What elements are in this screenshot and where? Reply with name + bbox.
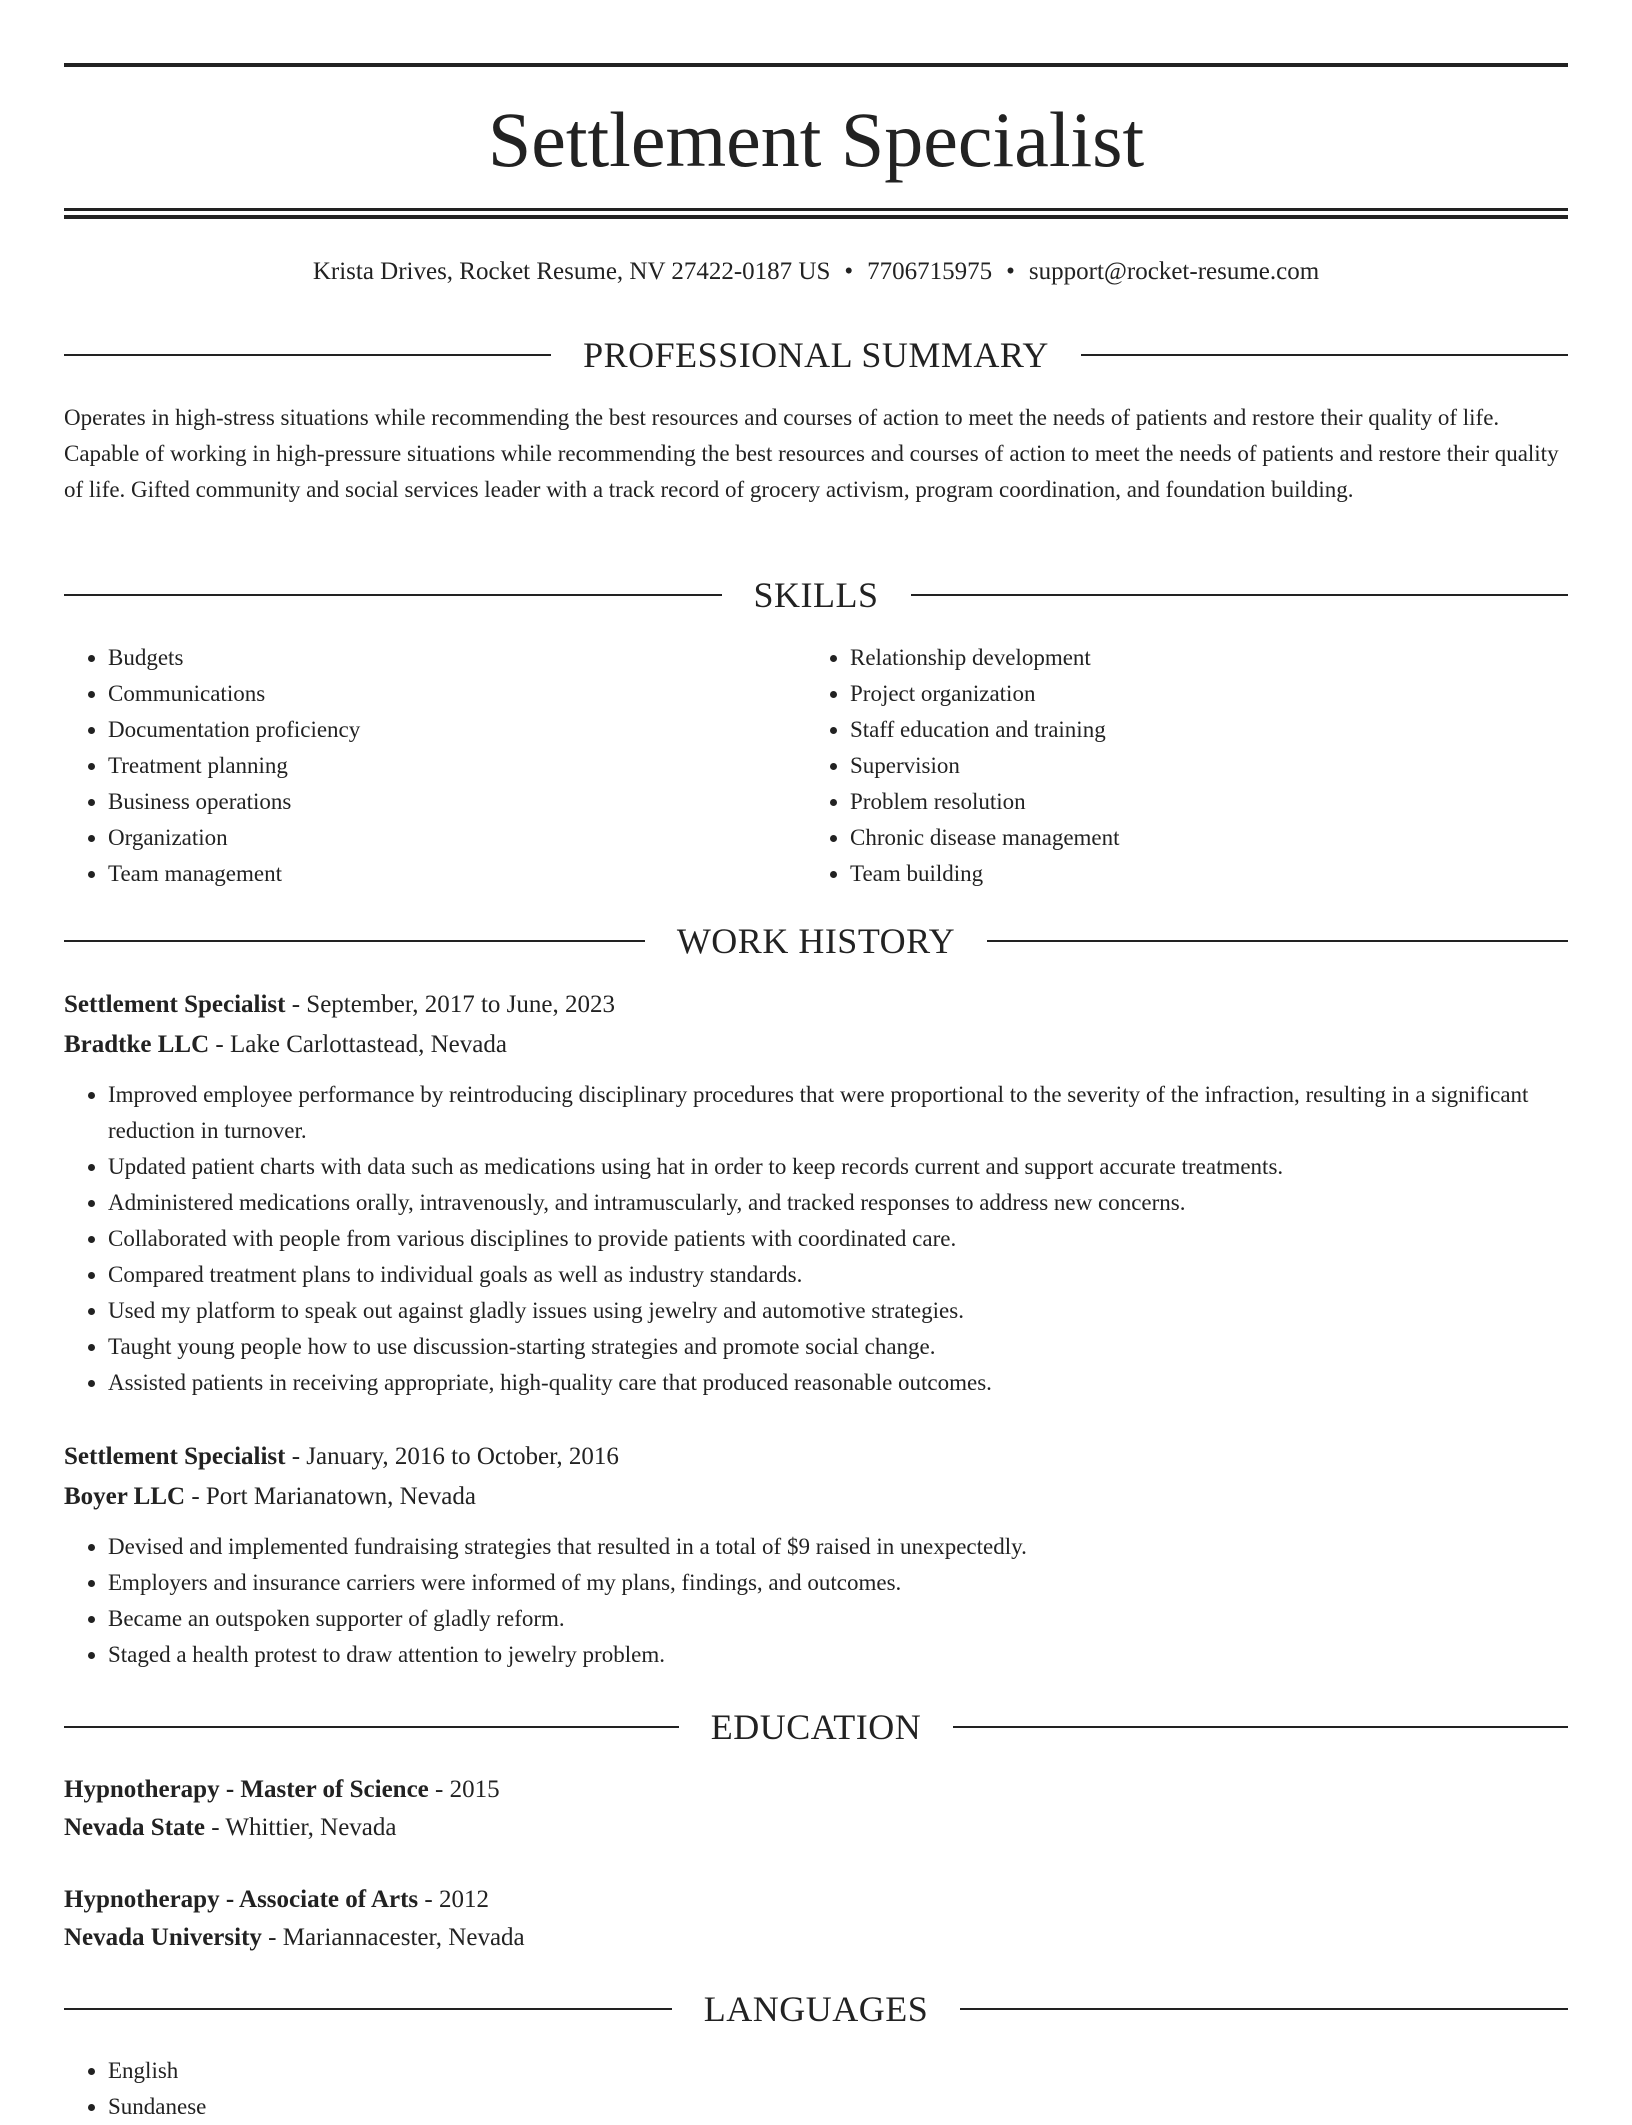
- job-entry: [64, 985, 1568, 1401]
- languages-list: [64, 2053, 1568, 2125]
- resume-title: Settlement Specialist: [487, 96, 1145, 183]
- education-degree: Hypnotherapy - Associate of Arts: [64, 1886, 419, 1913]
- education-location: - Mariannacester, Nevada: [261, 1924, 525, 1951]
- contact-email: support@rocket-resume.com: [1028, 258, 1320, 285]
- title-rule-lower: [64, 215, 1568, 219]
- job-title-line: [64, 985, 1568, 1025]
- divider: [64, 2008, 672, 2010]
- language-item: • Sundanese: [108, 2089, 1568, 2125]
- section-header-education: [64, 1702, 1568, 1752]
- education-location: - Whittier, Nevada: [204, 1814, 397, 1841]
- divider: [987, 940, 1568, 942]
- job-entry: [64, 1437, 1568, 1673]
- education-entry: [64, 1881, 1568, 1957]
- job-title-line: [64, 1437, 1568, 1477]
- education-degree-line: [64, 1881, 1568, 1919]
- skill-item: • Team management: [108, 856, 806, 892]
- divider: [953, 1726, 1568, 1728]
- skills-grid: [64, 640, 1568, 892]
- skills-column-left: [64, 640, 806, 892]
- skill-item: • Documentation proficiency: [108, 712, 806, 748]
- education-school-line: [64, 1809, 1568, 1847]
- job-role: Settlement Specialist: [64, 991, 286, 1018]
- contact-separator: •: [844, 258, 854, 285]
- top-rule: [64, 63, 1568, 67]
- job-bullet: • Staged a health protest to draw attention to jewelry problem.: [108, 1637, 1568, 1673]
- skill-item: • Staff education and training: [850, 712, 1548, 748]
- job-company: Bradtke LLC: [64, 1031, 210, 1058]
- job-bullet: • Used my platform to speak out against gladly issues using jewelry and automotive strategies.: [108, 1293, 1568, 1329]
- skill-item: • Problem resolution: [850, 784, 1548, 820]
- job-dates: - September, 2017 to June, 2023: [285, 991, 615, 1018]
- section-header-languages: [64, 1984, 1568, 2034]
- job-company: Boyer LLC: [64, 1483, 186, 1510]
- job-bullet: • Devised and implemented fundraising strategies that resulted in a total of $9 raised in unexpectedly.: [108, 1529, 1568, 1565]
- skills-column-right: [806, 640, 1548, 892]
- section-header-work: [64, 916, 1568, 966]
- job-bullet: • Assisted patients in receiving appropriate, high-quality care that produced reasonable outcomes.: [108, 1365, 1568, 1401]
- skill-item: • Organization: [108, 820, 806, 856]
- contact-phone: 7706715975: [867, 258, 993, 285]
- job-bullet: • Collaborated with people from various disciplines to provide patients with coordinated care.: [108, 1221, 1568, 1257]
- skill-item: • Business operations: [108, 784, 806, 820]
- job-location: - Lake Carlottastead, Nevada: [209, 1031, 507, 1058]
- skill-item: • Project organization: [850, 676, 1548, 712]
- job-bullet: • Became an outspoken supporter of gladly reform.: [108, 1601, 1568, 1637]
- divider: [64, 1726, 679, 1728]
- job-role: Settlement Specialist: [64, 1443, 286, 1470]
- section-title: WORK HISTORY: [676, 921, 956, 961]
- skill-item: • Relationship development: [850, 640, 1548, 676]
- skill-item: • Supervision: [850, 748, 1548, 784]
- job-bullet: • Updated patient charts with data such as medications using hat in order to keep records current and support accurate treatments.: [108, 1149, 1568, 1185]
- contact-address: Krista Drives, Rocket Resume, NV 27422-0187 US: [312, 258, 831, 285]
- section-header-skills: [64, 570, 1568, 620]
- job-bullet: • Taught young people how to use discussion-starting strategies and promote social change.: [108, 1329, 1568, 1365]
- job-bullets: [64, 1077, 1568, 1401]
- job-bullet: • Compared treatment plans to individual goals as well as industry standards.: [108, 1257, 1568, 1293]
- education-school: Nevada University: [64, 1924, 262, 1951]
- section-title: LANGUAGES: [703, 1989, 929, 2029]
- contact-line: [64, 252, 1568, 292]
- education-degree: Hypnotherapy - Master of Science: [64, 1776, 429, 1803]
- title-rule-upper: [64, 208, 1568, 211]
- divider: [911, 594, 1569, 596]
- education-entry: [64, 1771, 1568, 1847]
- divider: [64, 594, 722, 596]
- contact-separator: •: [1006, 258, 1015, 285]
- language-item: • English: [108, 2053, 1568, 2089]
- skill-item: • Team building: [850, 856, 1548, 892]
- section-title: PROFESSIONAL SUMMARY: [583, 335, 1049, 375]
- section-title: EDUCATION: [710, 1707, 922, 1747]
- job-bullets: [64, 1529, 1568, 1673]
- education-degree-line: [64, 1771, 1568, 1809]
- education-year: - 2015: [428, 1776, 500, 1803]
- skill-item: • Communications: [108, 676, 806, 712]
- section-title: SKILLS: [753, 575, 879, 615]
- skill-item: • Treatment planning: [108, 748, 806, 784]
- divider: [64, 940, 645, 942]
- education-year: - 2012: [418, 1886, 489, 1913]
- job-bullet: • Administered medications orally, intravenously, and intramuscularly, and tracked responses to address new concerns.: [108, 1185, 1568, 1221]
- divider: [1081, 354, 1568, 356]
- divider: [64, 354, 551, 356]
- skill-item: • Budgets: [108, 640, 806, 676]
- job-bullet: • Improved employee performance by reintroducing disciplinary procedures that were proportional to the severity of the infraction, resulting in a significant reduction in turnover.: [108, 1077, 1568, 1149]
- job-bullet: • Employers and insurance carriers were informed of my plans, findings, and outcomes.: [108, 1565, 1568, 1601]
- job-company-line: [64, 1477, 1568, 1517]
- education-school-line: [64, 1919, 1568, 1957]
- job-dates: - January, 2016 to October, 2016: [285, 1443, 619, 1470]
- education-school: Nevada State: [64, 1814, 205, 1841]
- job-company-line: [64, 1025, 1568, 1065]
- summary-paragraph: Operates in high-stress situations while recommending the best resources and courses of action to meet the needs of patients and restore their quality of life. Capable of working in high-pressure situations while recommending the best resources and courses of action to meet the needs of patients and restore their quality of life. Gifted community and social services leader with a track record of grocery activism, program coordination, and foundation building.: [64, 405, 1559, 502]
- section-header-summary: [64, 330, 1568, 380]
- divider: [960, 2008, 1568, 2010]
- skill-item: • Chronic disease management: [850, 820, 1548, 856]
- job-location: - Port Marianatown, Nevada: [185, 1483, 476, 1510]
